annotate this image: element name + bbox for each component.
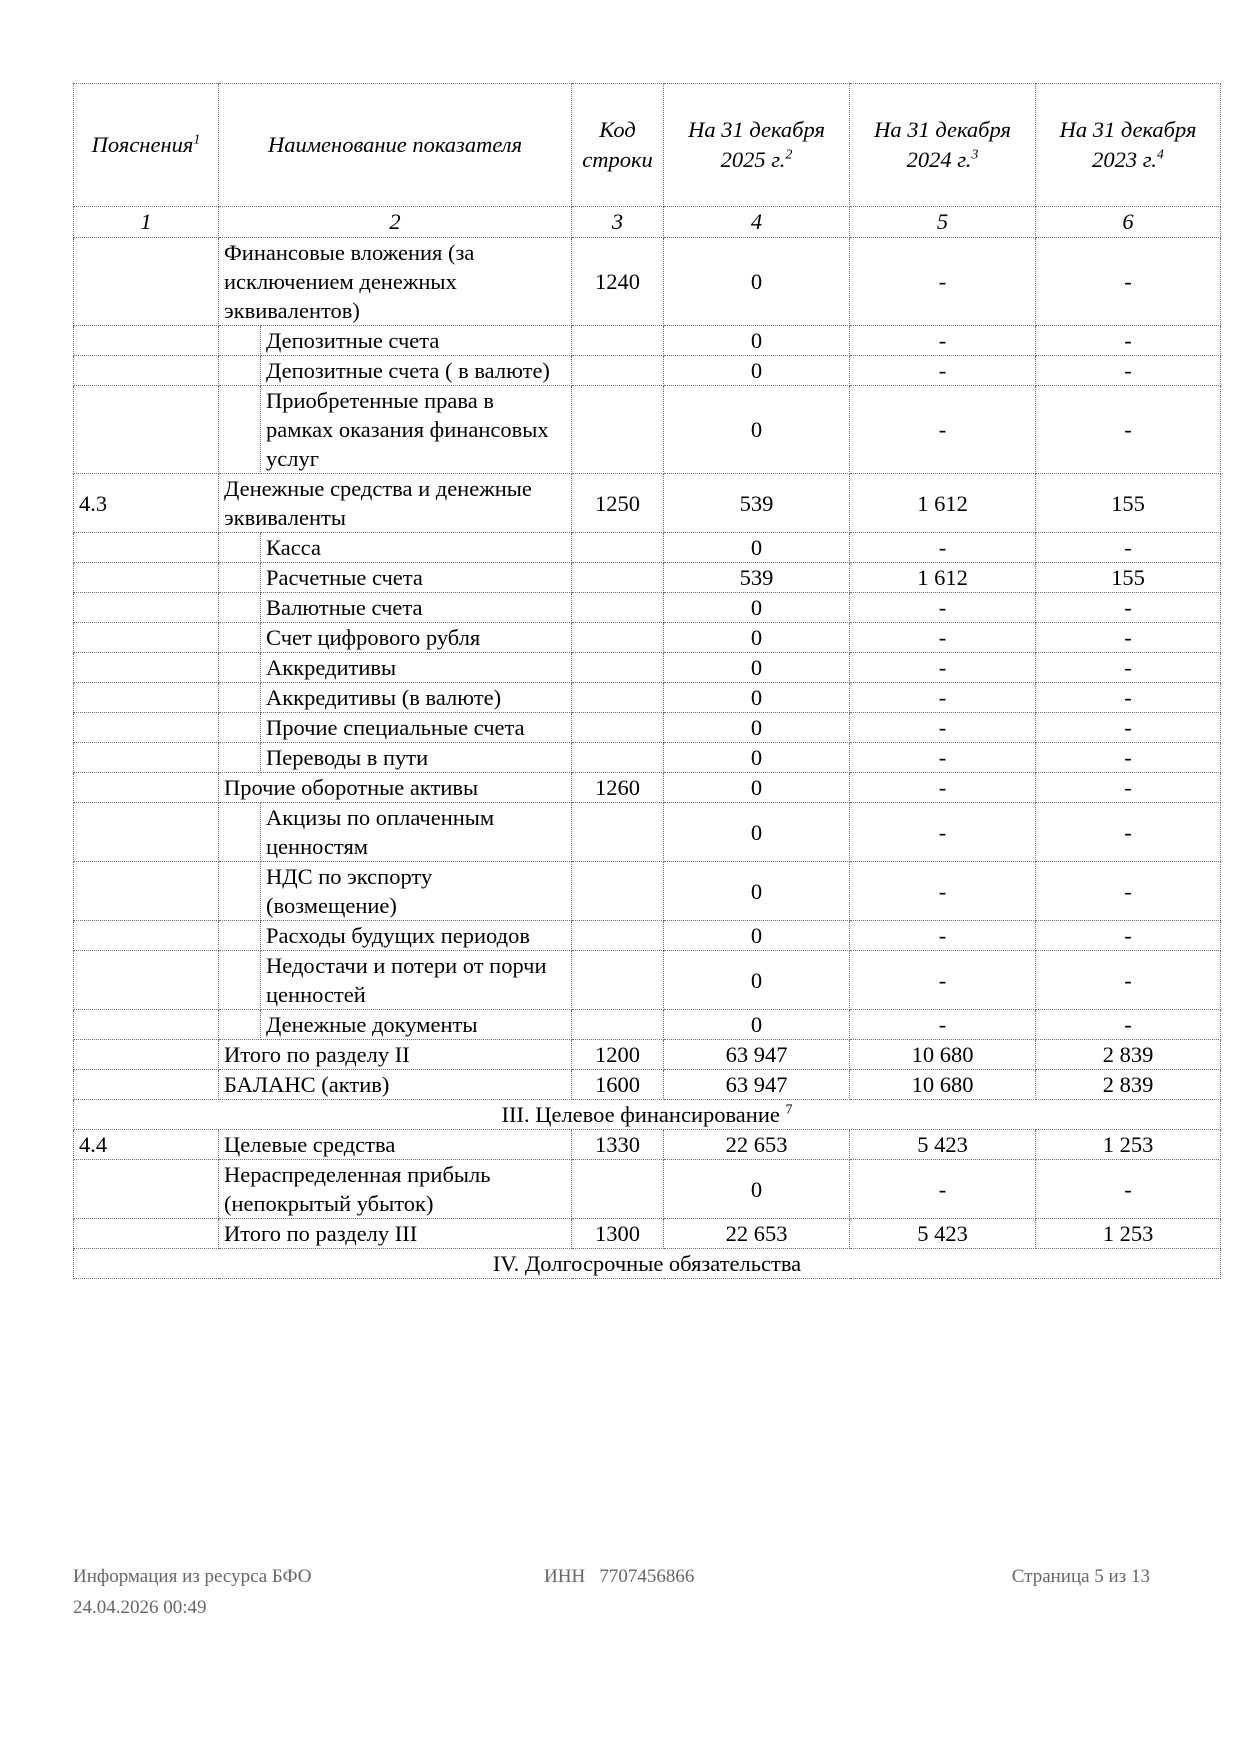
section-title <box>74 1100 1221 1130</box>
value-2024: - <box>850 683 1036 713</box>
value-2025: 0 <box>664 623 850 653</box>
table-subrow <box>74 951 1221 1010</box>
value-2025: 0 <box>664 533 850 563</box>
line-code: 1240 <box>572 238 664 326</box>
value-2025: 0 <box>664 593 850 623</box>
value-2024: - <box>850 623 1036 653</box>
header-2025: На 31 декабря 2025 г.$^2$ <box>664 84 850 207</box>
value-2023: - <box>1036 386 1221 474</box>
indent-cell <box>219 533 261 563</box>
value-2023: - <box>1036 713 1221 743</box>
indicator-name: Расчетные счета <box>261 563 572 593</box>
indent-cell <box>219 862 261 921</box>
indicator-name: Финансовые вложения (за исключением денежных эквивалентов) <box>219 238 572 326</box>
value-2024: - <box>850 743 1036 773</box>
table-subrow <box>74 683 1221 713</box>
line-code <box>572 326 664 356</box>
table-row <box>74 238 1221 326</box>
footer-datetime: 24.04.2026 00:49 <box>73 1597 207 1618</box>
value-2025: 22 653 <box>664 1130 850 1160</box>
table-subrow <box>74 623 1221 653</box>
value-2024: - <box>850 773 1036 803</box>
table-subrow <box>74 386 1221 474</box>
value-2024: - <box>850 653 1036 683</box>
value-2023: - <box>1036 921 1221 951</box>
value-2024: - <box>850 386 1036 474</box>
table-row <box>74 773 1221 803</box>
note-cell <box>74 593 219 623</box>
note-cell <box>74 1040 219 1070</box>
indent-cell <box>219 743 261 773</box>
footer-inn-label: ИНН <box>544 1566 586 1587</box>
header-line-code: Код строки <box>572 84 664 207</box>
indent-cell <box>219 1010 261 1040</box>
table-total-row <box>74 1040 1221 1070</box>
value-2023: - <box>1036 683 1221 713</box>
indent-cell <box>219 386 261 474</box>
section-title-text: III. Целевое финансирование <box>501 1102 780 1127</box>
indicator-name: Прочие оборотные активы <box>219 773 572 803</box>
line-code <box>572 921 664 951</box>
note-cell <box>74 951 219 1010</box>
column-number: 1 <box>74 207 219 238</box>
indent-cell <box>219 683 261 713</box>
note-cell <box>74 563 219 593</box>
note-cell <box>74 1219 219 1249</box>
note-cell <box>74 326 219 356</box>
value-2025: 0 <box>664 921 850 951</box>
table-subrow <box>74 533 1221 563</box>
value-2025: 0 <box>664 743 850 773</box>
indicator-name: Приобретенные права в рамках оказания финансовых услуг <box>261 386 572 474</box>
table-subrow <box>74 862 1221 921</box>
table-subrow <box>74 563 1221 593</box>
table-total-row <box>74 1070 1221 1100</box>
value-2023: - <box>1036 773 1221 803</box>
line-code <box>572 593 664 623</box>
value-2023: - <box>1036 1010 1221 1040</box>
indicator-name: Аккредитивы (в валюте) <box>261 683 572 713</box>
indicator-name: НДС по экспорту (возмещение) <box>261 862 572 921</box>
note-cell <box>74 1010 219 1040</box>
value-2024: - <box>850 862 1036 921</box>
table-subrow <box>74 593 1221 623</box>
indicator-name: Касса <box>261 533 572 563</box>
value-2024: - <box>850 238 1036 326</box>
value-2025: 0 <box>664 683 850 713</box>
table-subrow <box>74 653 1221 683</box>
indicator-name: Депозитные счета ( в валюте) <box>261 356 572 386</box>
section-title-text: IV. Долгосрочные обязательства <box>492 1251 802 1276</box>
line-code: 1250 <box>572 474 664 533</box>
section-footnote-mark: 7 <box>785 1102 793 1118</box>
line-code <box>572 713 664 743</box>
value-2024: 10 680 <box>850 1040 1036 1070</box>
note-cell <box>74 1070 219 1100</box>
table-subrow <box>74 921 1221 951</box>
indicator-name: Валютные счета <box>261 593 572 623</box>
line-code <box>572 623 664 653</box>
line-code: 1260 <box>572 773 664 803</box>
column-number: 5 <box>850 207 1036 238</box>
value-2024: 5 423 <box>850 1219 1036 1249</box>
footer-inn-value: 7707456866 <box>599 1566 695 1587</box>
indent-cell <box>219 951 261 1010</box>
note-cell <box>74 803 219 862</box>
value-2025: 0 <box>664 1010 850 1040</box>
footer-inn <box>544 1566 694 1588</box>
note-cell <box>74 356 219 386</box>
value-2024: - <box>850 951 1036 1010</box>
table-subrow <box>74 803 1221 862</box>
column-number: 3 <box>572 207 664 238</box>
indicator-name: Прочие специальные счета <box>261 713 572 743</box>
table-subrow <box>74 1010 1221 1040</box>
note-cell <box>74 743 219 773</box>
table-header-row <box>74 84 1221 207</box>
value-2025: 0 <box>664 862 850 921</box>
line-code <box>572 1160 664 1219</box>
note-cell <box>74 653 219 683</box>
value-2023: 2 839 <box>1036 1070 1221 1100</box>
note-cell <box>74 921 219 951</box>
table-subrow <box>74 713 1221 743</box>
value-2025: 63 947 <box>664 1040 850 1070</box>
section-title-row <box>74 1100 1221 1130</box>
value-2023: - <box>1036 653 1221 683</box>
note-cell <box>74 1160 219 1219</box>
value-2023: - <box>1036 326 1221 356</box>
value-2024: 10 680 <box>850 1070 1036 1100</box>
value-2024: - <box>850 921 1036 951</box>
value-2025: 0 <box>664 238 850 326</box>
line-code <box>572 743 664 773</box>
note-cell: 4.4 <box>74 1130 219 1160</box>
note-cell <box>74 773 219 803</box>
note-cell: 4.3 <box>74 474 219 533</box>
value-2025: 0 <box>664 803 850 862</box>
table-row <box>74 1130 1221 1160</box>
table-body <box>74 238 1221 1279</box>
value-2023: - <box>1036 238 1221 326</box>
indent-cell <box>219 653 261 683</box>
line-code <box>572 803 664 862</box>
indicator-name: Недостачи и потери от порчи ценностей <box>261 951 572 1010</box>
column-number: 4 <box>664 207 850 238</box>
value-2025: 0 <box>664 1160 850 1219</box>
value-2024: - <box>850 593 1036 623</box>
indent-cell <box>219 921 261 951</box>
indicator-name: Денежные средства и денежные эквиваленты <box>219 474 572 533</box>
value-2025: 0 <box>664 386 850 474</box>
value-2024: - <box>850 1010 1036 1040</box>
indicator-name: Целевые средства <box>219 1130 572 1160</box>
value-2025: 539 <box>664 474 850 533</box>
value-2025: 0 <box>664 356 850 386</box>
table-row <box>74 1160 1221 1219</box>
value-2025: 0 <box>664 326 850 356</box>
indicator-name: Аккредитивы <box>261 653 572 683</box>
column-number: 6 <box>1036 207 1221 238</box>
value-2024: 5 423 <box>850 1130 1036 1160</box>
note-cell <box>74 238 219 326</box>
line-code: 1300 <box>572 1219 664 1249</box>
table-row <box>74 474 1221 533</box>
value-2024: - <box>850 1160 1036 1219</box>
line-code <box>572 653 664 683</box>
note-cell <box>74 623 219 653</box>
header-2024: На 31 декабря 2024 г.$^3$ <box>850 84 1036 207</box>
value-2023: 1 253 <box>1036 1130 1221 1160</box>
value-2024: - <box>850 356 1036 386</box>
value-2023: - <box>1036 356 1221 386</box>
table-subrow <box>74 743 1221 773</box>
value-2023: - <box>1036 623 1221 653</box>
value-2024: - <box>850 533 1036 563</box>
line-code: 1330 <box>572 1130 664 1160</box>
value-2023: 155 <box>1036 474 1221 533</box>
value-2024: - <box>850 326 1036 356</box>
value-2024: 1 612 <box>850 474 1036 533</box>
value-2025: 63 947 <box>664 1070 850 1100</box>
note-cell <box>74 386 219 474</box>
header-2023: На 31 декабря 2023 г.$^4$ <box>1036 84 1221 207</box>
note-cell <box>74 683 219 713</box>
line-code <box>572 1010 664 1040</box>
section-title-row <box>74 1249 1221 1279</box>
note-cell <box>74 713 219 743</box>
value-2024: - <box>850 713 1036 743</box>
column-number: 2 <box>219 207 572 238</box>
line-code: 1200 <box>572 1040 664 1070</box>
line-code <box>572 563 664 593</box>
line-code <box>572 386 664 474</box>
value-2024: - <box>850 803 1036 862</box>
value-2025: 22 653 <box>664 1219 850 1249</box>
indicator-name: Переводы в пути <box>261 743 572 773</box>
value-2023: - <box>1036 533 1221 563</box>
value-2023: 155 <box>1036 563 1221 593</box>
line-code <box>572 862 664 921</box>
table-subrow <box>74 356 1221 386</box>
value-2023: - <box>1036 593 1221 623</box>
indent-cell <box>219 326 261 356</box>
indicator-name: Акцизы по оплаченным ценностям <box>261 803 572 862</box>
indicator-name: Депозитные счета <box>261 326 572 356</box>
line-code <box>572 356 664 386</box>
indent-cell <box>219 713 261 743</box>
balance-sheet-table <box>73 83 1221 1279</box>
value-2023: 1 253 <box>1036 1219 1221 1249</box>
column-number-row <box>74 207 1221 238</box>
value-2025: 0 <box>664 653 850 683</box>
indicator-name: Денежные документы <box>261 1010 572 1040</box>
footer-source: Информация из ресурса БФО <box>73 1566 312 1587</box>
table-subrow <box>74 326 1221 356</box>
indent-cell <box>219 356 261 386</box>
indent-cell <box>219 563 261 593</box>
indicator-name: Итого по разделу II <box>219 1040 572 1070</box>
indent-cell <box>219 623 261 653</box>
value-2024: 1 612 <box>850 563 1036 593</box>
value-2023: - <box>1036 951 1221 1010</box>
value-2023: - <box>1036 743 1221 773</box>
indent-cell <box>219 593 261 623</box>
header-notes: Пояснения$^1$ <box>74 84 219 207</box>
value-2023: 2 839 <box>1036 1040 1221 1070</box>
indent-cell <box>219 803 261 862</box>
value-2025: 0 <box>664 773 850 803</box>
value-2025: 0 <box>664 713 850 743</box>
line-code <box>572 533 664 563</box>
value-2023: - <box>1036 803 1221 862</box>
indicator-name: Счет цифрового рубля <box>261 623 572 653</box>
table-total-row <box>74 1219 1221 1249</box>
value-2025: 539 <box>664 563 850 593</box>
footer-page-number: Страница 5 из 13 <box>1011 1566 1150 1587</box>
indicator-name: Расходы будущих периодов <box>261 921 572 951</box>
header-indicator-name: Наименование показателя <box>219 84 572 207</box>
indicator-name: БАЛАНС (актив) <box>219 1070 572 1100</box>
line-code <box>572 683 664 713</box>
section-title <box>74 1249 1221 1279</box>
indicator-name: Нераспределенная прибыль (непокрытый убыток) <box>219 1160 572 1219</box>
note-cell <box>74 862 219 921</box>
value-2025: 0 <box>664 951 850 1010</box>
line-code <box>572 951 664 1010</box>
value-2023: - <box>1036 862 1221 921</box>
indicator-name: Итого по разделу III <box>219 1219 572 1249</box>
value-2023: - <box>1036 1160 1221 1219</box>
line-code: 1600 <box>572 1070 664 1100</box>
note-cell <box>74 533 219 563</box>
